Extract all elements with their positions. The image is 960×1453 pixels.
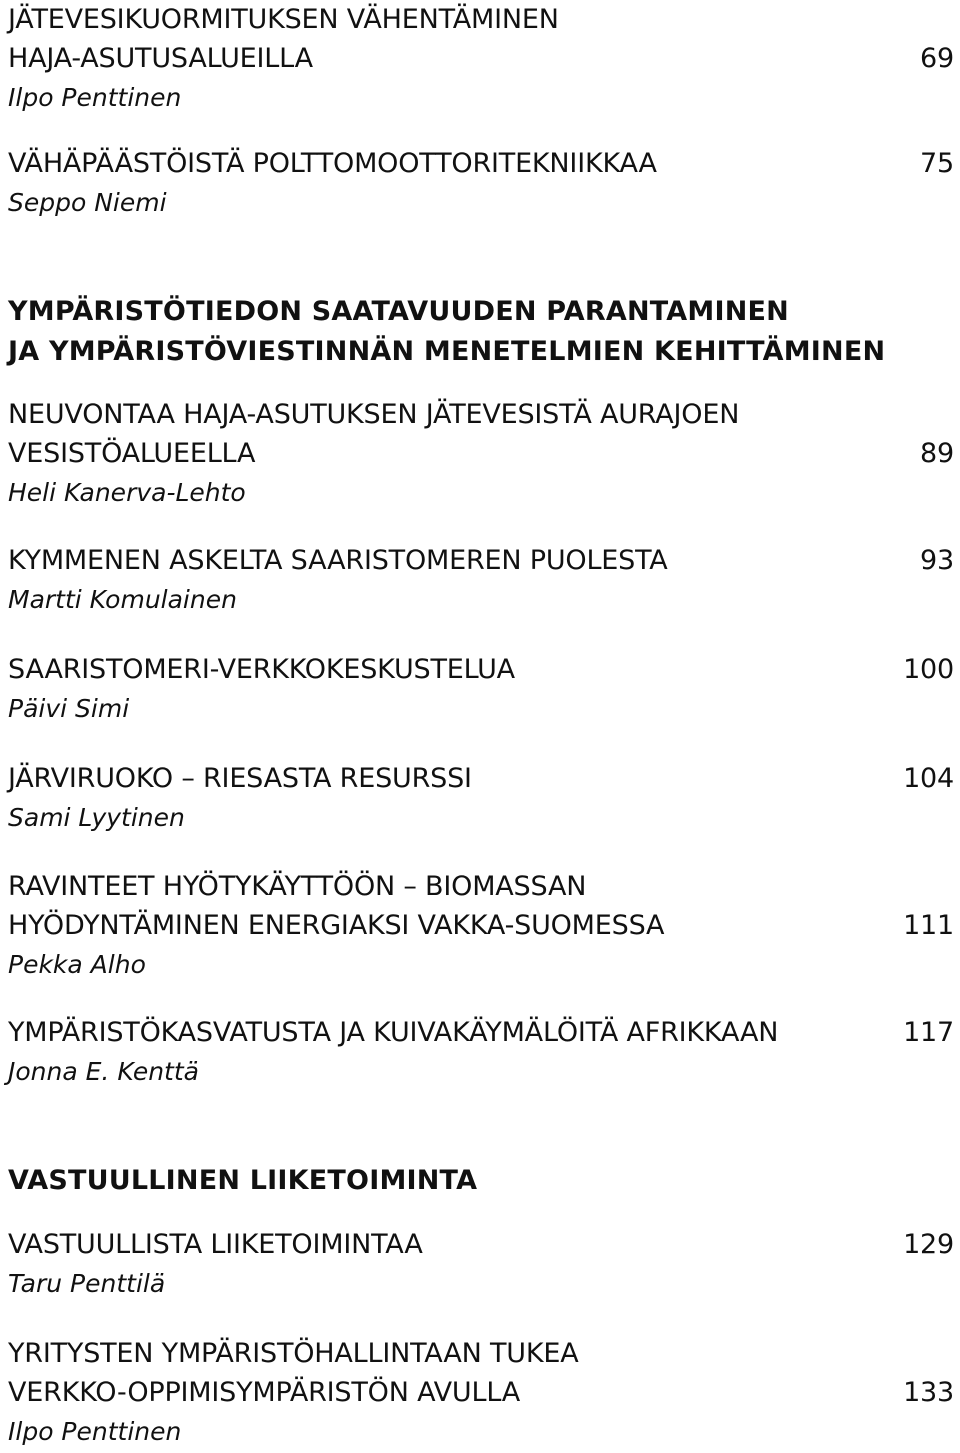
entry-author: Ilpo Penttinen bbox=[8, 83, 182, 112]
entry-title-line bbox=[8, 434, 954, 473]
entry-title: VERKKO-OPPIMISYMPÄRISTÖN AVULLA bbox=[8, 1377, 521, 1408]
toc-entry bbox=[8, 867, 954, 984]
section-heading bbox=[8, 1161, 954, 1201]
entry-author: Jonna E. Kenttä bbox=[8, 1057, 199, 1086]
entry-author: Pekka Alho bbox=[8, 950, 146, 979]
entry-title: YMPÄRISTÖKASVATUSTA JA KUIVAKÄYMÄLÖITÄ AFRIKKAAN bbox=[8, 1017, 779, 1048]
entry-author: Taru Penttilä bbox=[8, 1269, 166, 1298]
entry-author: Martti Komulainen bbox=[8, 585, 237, 614]
entry-title: HAJA-ASUTUSALUEILLA bbox=[8, 43, 313, 74]
entry-author: Heli Kanerva-Lehto bbox=[8, 478, 246, 507]
entry-title-line bbox=[8, 650, 954, 689]
page-number: 104 bbox=[903, 763, 954, 794]
entry-title: RAVINTEET HYÖTYKÄYTTÖÖN – BIOMASSAN bbox=[8, 871, 587, 902]
page-number: 89 bbox=[920, 438, 954, 469]
toc-entry bbox=[8, 759, 954, 837]
entry-author: Päivi Simi bbox=[8, 694, 130, 723]
toc-entry bbox=[8, 1013, 954, 1091]
entry-author: Seppo Niemi bbox=[8, 188, 167, 217]
entry-title-line bbox=[8, 395, 954, 434]
entry-title: JÄTEVESIKUORMITUKSEN VÄHENTÄMINEN bbox=[8, 4, 559, 35]
entry-author: Ilpo Penttinen bbox=[8, 1417, 182, 1446]
entry-title-line bbox=[8, 906, 954, 945]
page-number: 133 bbox=[903, 1377, 954, 1408]
page-number: 69 bbox=[920, 43, 954, 74]
entry-title-line bbox=[8, 1373, 954, 1412]
entry-title: VÄHÄPÄÄSTÖISTÄ POLTTOMOOTTORITEKNIIKKAA bbox=[8, 148, 657, 179]
entry-title: YRITYSTEN YMPÄRISTÖHALLINTAAN TUKEA bbox=[8, 1338, 579, 1369]
entry-title: SAARISTOMERI-VERKKOKESKUSTELUA bbox=[8, 654, 515, 685]
page-number: 93 bbox=[920, 545, 954, 576]
section-heading-line: YMPÄRISTÖTIEDON SAATAVUUDEN PARANTAMINEN bbox=[8, 296, 789, 327]
section-heading-line: JA YMPÄRISTÖVIESTINNÄN MENETELMIEN KEHITTÄMINEN bbox=[8, 336, 886, 367]
page-number: 111 bbox=[903, 910, 954, 941]
entry-title: VASTUULLISTA LIIKETOIMINTAA bbox=[8, 1229, 423, 1260]
entry-author: Sami Lyytinen bbox=[8, 803, 185, 832]
toc-entry bbox=[8, 144, 954, 222]
section-heading bbox=[8, 292, 954, 372]
entry-title: VESISTÖALUEELLA bbox=[8, 438, 256, 469]
entry-title-line bbox=[8, 867, 954, 906]
toc-entry bbox=[8, 541, 954, 619]
toc-entry bbox=[8, 395, 954, 512]
page-number: 75 bbox=[920, 148, 954, 179]
entry-title-line bbox=[8, 144, 954, 183]
toc-entry bbox=[8, 1225, 954, 1303]
toc-entry bbox=[8, 650, 954, 728]
entry-title-line bbox=[8, 759, 954, 798]
entry-title-line bbox=[8, 0, 954, 39]
page-number: 129 bbox=[903, 1229, 954, 1260]
entry-title: HYÖDYNTÄMINEN ENERGIAKSI VAKKA-SUOMESSA bbox=[8, 910, 665, 941]
toc-entry bbox=[8, 1334, 954, 1451]
entry-title: KYMMENEN ASKELTA SAARISTOMEREN PUOLESTA bbox=[8, 545, 668, 576]
entry-title-line bbox=[8, 1334, 954, 1373]
entry-title-line bbox=[8, 1013, 954, 1052]
page-number: 117 bbox=[903, 1017, 954, 1048]
entry-title-line bbox=[8, 1225, 954, 1264]
entry-title: NEUVONTAA HAJA-ASUTUKSEN JÄTEVESISTÄ AURAJOEN bbox=[8, 399, 740, 430]
entry-title-line bbox=[8, 39, 954, 78]
entry-title: JÄRVIRUOKO – RIESASTA RESURSSI bbox=[8, 763, 472, 794]
toc-entry bbox=[8, 0, 954, 117]
entry-title-line bbox=[8, 541, 954, 580]
section-heading-line: VASTUULLINEN LIIKETOIMINTA bbox=[8, 1165, 478, 1196]
page-number: 100 bbox=[903, 654, 954, 685]
